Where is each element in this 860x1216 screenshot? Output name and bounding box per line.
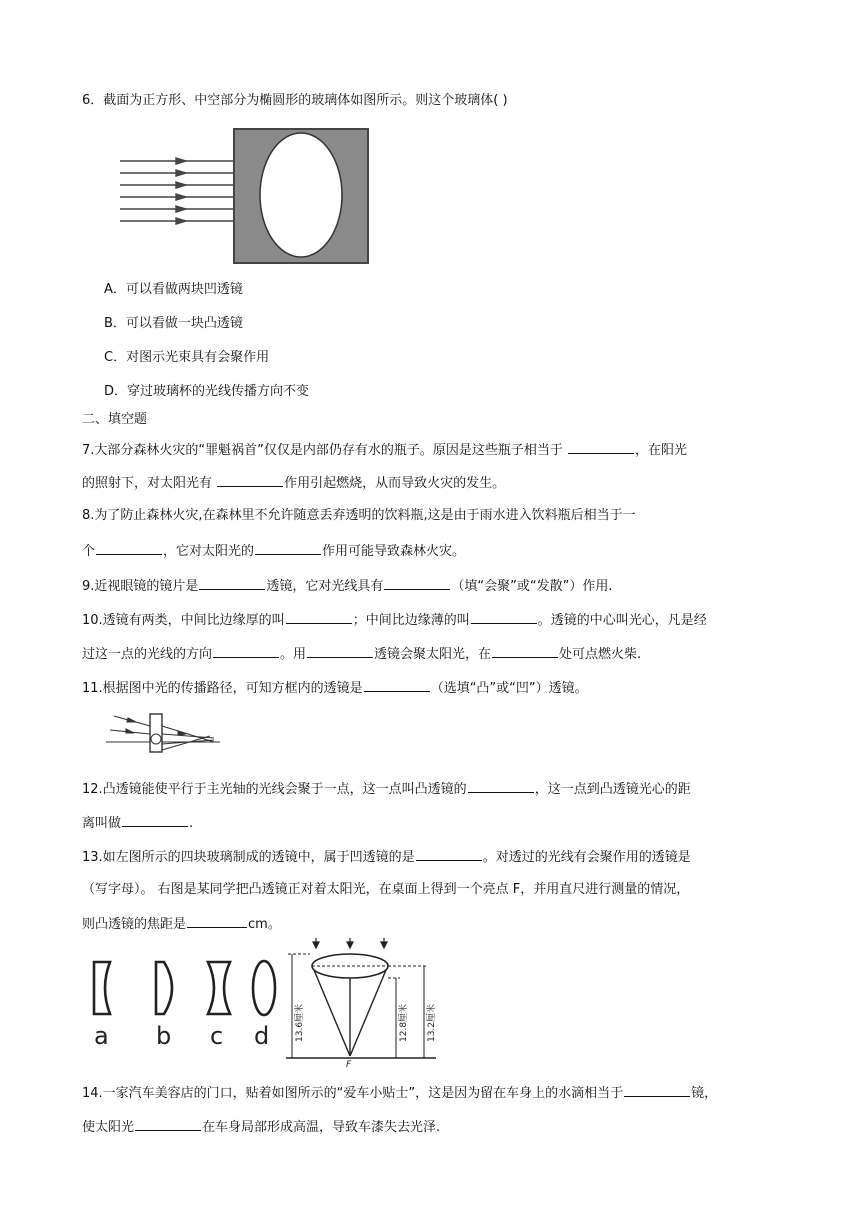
q14-line2: 使太阳光 在车身局部形成高温，导致车漆失去光泽.	[82, 1117, 440, 1137]
ruler-label-13-2: 13.2厘米	[427, 1003, 437, 1042]
q7-line2: 的照射下，对太阳光有 作用引起燃烧，从而导致火灾的发生。	[82, 473, 505, 493]
q8-line1: 8.为了防止森林火灾,在森林里不允许随意丢弃透明的饮料瓶,这是由于雨水进入饮料瓶后相当于一	[82, 508, 636, 523]
q11-blank[interactable]	[364, 678, 430, 692]
q9-line: 9.近视眼镜的镜片是 透镜，它对光线具有 （填“会聚”或“发散”）作用.	[82, 576, 613, 596]
q12-line2: 离叫做 .	[82, 813, 193, 833]
lens-a-shape	[94, 962, 110, 1014]
q9-blank-2[interactable]	[384, 576, 450, 590]
q8-blank-1[interactable]	[96, 541, 162, 555]
q8-line2: 个 ，它对太阳光的 作用可能导致森林火灾。	[82, 541, 465, 561]
q6-option-a: A．可以看做两块凹透镜	[104, 282, 243, 297]
q13-line3: 则凸透镜的焦距是 cm。	[82, 914, 281, 934]
q13-four-lenses-figure	[88, 958, 284, 1048]
q14-blank-1[interactable]	[624, 1083, 690, 1097]
q10-blank-3[interactable]	[213, 644, 279, 658]
ruler-label-13-6: 13.6厘米	[295, 1003, 305, 1042]
q12-blank-2[interactable]	[122, 813, 188, 827]
q7-line1: 7.大部分森林火灾的“罪魁祸首”仅仅是内部仍存有水的瓶子。原因是这些瓶子相当于 ，在阳光	[82, 440, 687, 460]
q10-line2: 过这一点的光线的方向 。用 透镜会聚太阳光，在 处可点燃火柴.	[82, 644, 641, 664]
q12-blank-1[interactable]	[468, 779, 534, 793]
q6-option-c: C．对图示光束具有会聚作用	[104, 350, 270, 365]
q14-blank-2[interactable]	[135, 1117, 201, 1131]
q13-line1: 13.如左图所示的四块玻璃制成的透镜中，属于凹透镜的是 。对透过的光线有会聚作用的透镜是	[82, 847, 691, 867]
lens-label-b: b	[156, 1022, 172, 1048]
q11-lens-box-figure	[104, 710, 222, 756]
q10-blank-1[interactable]	[286, 610, 352, 624]
q12-line1: 12.凸透镜能使平行于主光轴的光线会聚于一点，这一点叫凸透镜的 ，这一点到凸透镜光心的距	[82, 779, 691, 799]
focus-point-label: F	[346, 1060, 352, 1068]
q13-focus-figure	[284, 936, 440, 1068]
ruler-label-12-8: 12.8厘米	[399, 1003, 409, 1042]
lens-label-a: a	[94, 1022, 109, 1048]
q14-line1: 14.一家汽车美容店的门口，贴着如图所示的“爱车小贴士”，这是因为留在车身上的水滴相当于 镜，	[82, 1083, 717, 1103]
q13-blank-1[interactable]	[416, 847, 482, 861]
lens-label-d: d	[254, 1022, 270, 1048]
section-heading-fill-in: 二、填空题	[82, 412, 148, 427]
q6-glass-figure	[118, 127, 372, 265]
q6-option-b: B．可以看做一块凸透镜	[104, 316, 243, 331]
lens-b-shape	[156, 962, 172, 1014]
q13-line2: （写字母）。 右图是某同学把凸透镜正对着太阳光，在桌面上得到一个亮点 F，并用直尺进行测量的情况，	[82, 882, 690, 897]
lens-c-shape	[208, 962, 230, 1014]
q7-blank-2[interactable]	[217, 473, 283, 487]
q8-blank-2[interactable]	[255, 541, 321, 555]
q10-blank-5[interactable]	[492, 644, 558, 658]
q6-stem: 6．截面为正方形、中空部分为椭圆形的玻璃体如图所示。则这个玻璃体( )	[82, 93, 508, 108]
q6-option-d: D．穿过玻璃杯的光线传播方向不变	[104, 384, 310, 399]
q7-blank-1[interactable]	[568, 440, 634, 454]
q10-line1: 10.透镜有两类，中间比边缘厚的叫 ；中间比边缘薄的叫 。透镜的中心叫光心，凡是经	[82, 610, 707, 630]
lens-label-c: c	[210, 1022, 224, 1048]
lens-d-shape	[253, 961, 275, 1015]
q10-blank-2[interactable]	[471, 610, 537, 624]
q10-blank-4[interactable]	[307, 644, 373, 658]
q9-blank-1[interactable]	[199, 576, 265, 590]
q13-blank-2[interactable]	[187, 914, 247, 928]
q11-line: 11.根据图中光的传播路径，可知方框内的透镜是 （选填“凸”或“凹”）透镜。	[82, 678, 588, 698]
